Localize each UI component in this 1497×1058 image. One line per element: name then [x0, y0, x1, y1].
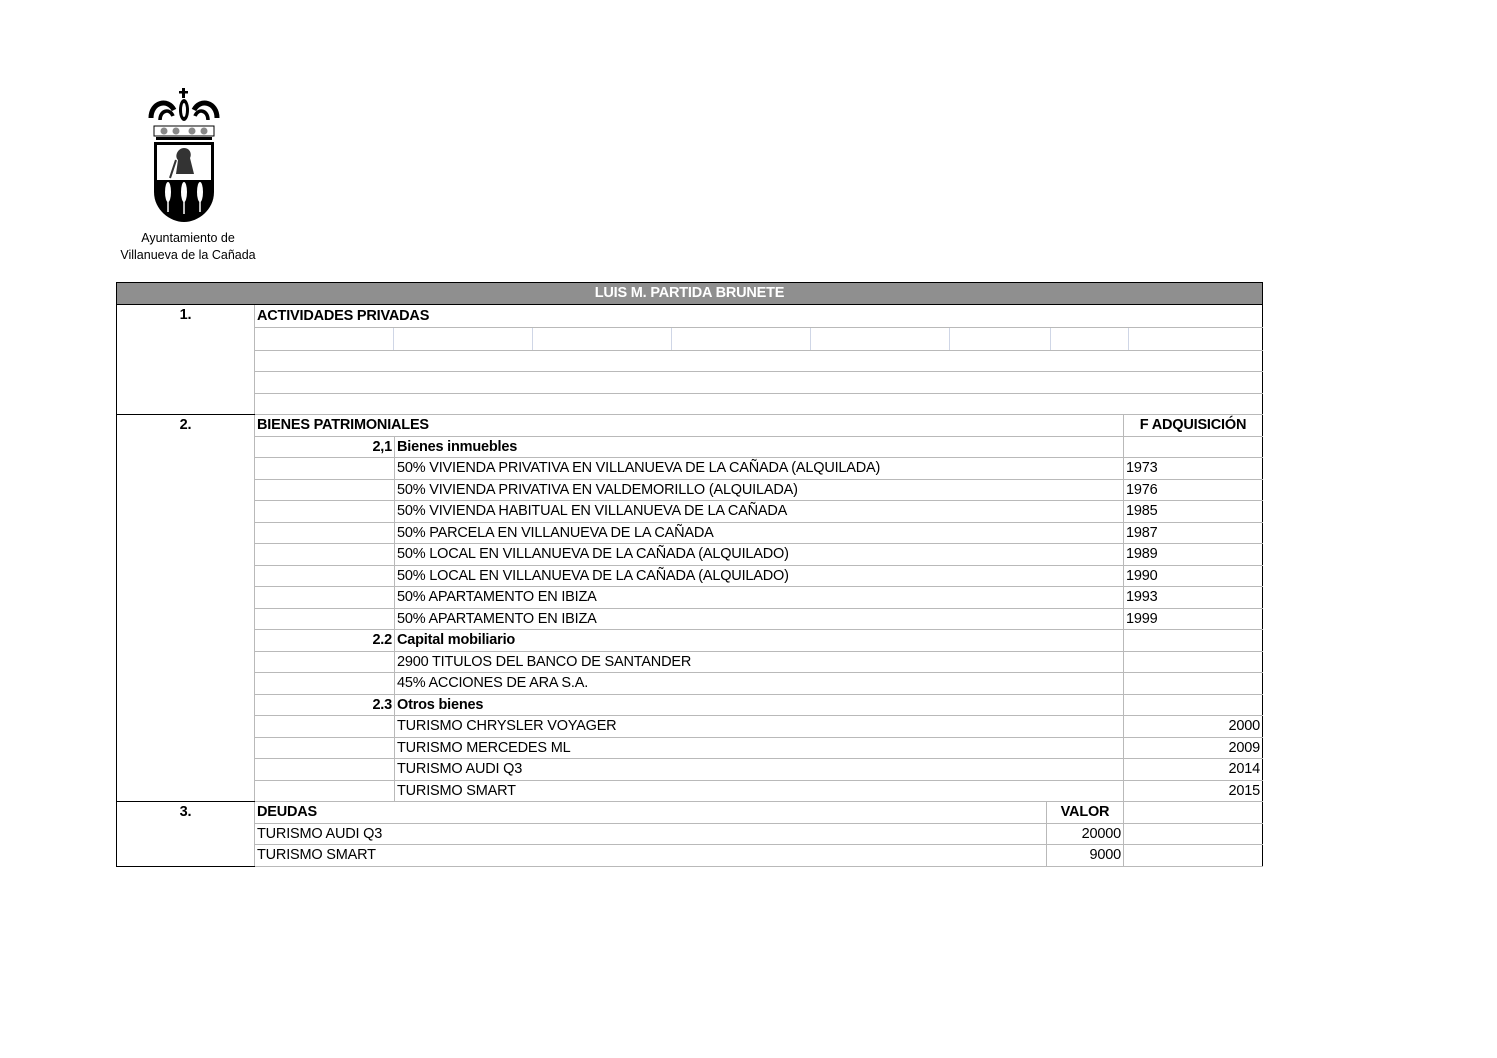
- debt-value: 20000: [1047, 823, 1124, 845]
- activities-blank-row: [117, 350, 1263, 372]
- asset-row: [117, 651, 1263, 673]
- asset-year: 1993: [1124, 587, 1263, 609]
- asset-year: 2015: [1124, 780, 1263, 802]
- table-title: LUIS M. PARTIDA BRUNETE: [117, 283, 1263, 305]
- asset-year: 1973: [1124, 458, 1263, 480]
- asset-label: 50% PARCELA EN VILLANUEVA DE LA CAÑADA: [395, 522, 1124, 544]
- section-3-heading: DEUDAS: [255, 802, 1047, 824]
- subsection-label: Bienes inmuebles: [395, 436, 1124, 458]
- asset-label: 45% ACCIONES DE ARA S.A.: [395, 673, 1124, 695]
- asset-row: [117, 544, 1263, 566]
- asset-row: [117, 501, 1263, 523]
- asset-label: TURISMO AUDI Q3: [395, 759, 1124, 781]
- organization-line-2: Villanueva de la Cañada: [120, 248, 256, 262]
- declaration-table: [116, 282, 1263, 867]
- asset-label: 50% LOCAL EN VILLANUEVA DE LA CAÑADA (ALQUILADO): [395, 544, 1124, 566]
- debt-row: [117, 823, 1263, 845]
- asset-year: 2014: [1124, 759, 1263, 781]
- asset-row: [117, 737, 1263, 759]
- section-3-number: 3.: [117, 802, 255, 867]
- asset-row: [117, 587, 1263, 609]
- debt-label: TURISMO AUDI Q3: [255, 823, 1047, 845]
- asset-label: 50% VIVIENDA HABITUAL EN VILLANUEVA DE LA CAÑADA: [395, 501, 1124, 523]
- subsection-row: [117, 694, 1263, 716]
- subsection-number: 2.2: [255, 630, 395, 652]
- asset-row: [117, 780, 1263, 802]
- asset-row: [117, 608, 1263, 630]
- asset-year: [1124, 673, 1263, 695]
- activities-blank-row: [117, 393, 1263, 415]
- coat-of-arms-logo: [146, 88, 222, 224]
- header-logo: [108, 88, 268, 268]
- acquisition-date-header: F ADQUISICIÓN: [1124, 415, 1263, 437]
- subsection-row: [117, 436, 1263, 458]
- asset-row: [117, 458, 1263, 480]
- section-1-heading: ACTIVIDADES PRIVADAS: [255, 304, 1263, 327]
- asset-year: 1989: [1124, 544, 1263, 566]
- debt-value: 9000: [1047, 845, 1124, 867]
- debt-label: TURISMO SMART: [255, 845, 1047, 867]
- asset-label: TURISMO MERCEDES ML: [395, 737, 1124, 759]
- asset-year: 1987: [1124, 522, 1263, 544]
- asset-label: 50% LOCAL EN VILLANUEVA DE LA CAÑADA (ALQUILADO): [395, 565, 1124, 587]
- section-2-heading: BIENES PATRIMONIALES: [255, 415, 1124, 437]
- debt-row: [117, 845, 1263, 867]
- asset-row: [117, 673, 1263, 695]
- asset-year: 1999: [1124, 608, 1263, 630]
- organization-line-1: Ayuntamiento de: [141, 231, 235, 245]
- section-1-heading-row: [117, 304, 1263, 327]
- asset-year: 1976: [1124, 479, 1263, 501]
- section-1-number: 1.: [117, 304, 255, 415]
- section-2-heading-row: [117, 415, 1263, 437]
- asset-year: 2009: [1124, 737, 1263, 759]
- subsection-label: Otros bienes: [395, 694, 1124, 716]
- table-title-row: [117, 283, 1263, 305]
- activities-blank-row: [117, 372, 1263, 394]
- activities-blank-cells: [255, 327, 1263, 350]
- value-header: VALOR: [1047, 802, 1124, 824]
- organization-name: [108, 230, 268, 264]
- asset-label: 50% APARTAMENTO EN IBIZA: [395, 608, 1124, 630]
- asset-year: 1985: [1124, 501, 1263, 523]
- asset-row: [117, 522, 1263, 544]
- asset-year: 1990: [1124, 565, 1263, 587]
- asset-year: [1124, 651, 1263, 673]
- subsection-number: 2,1: [255, 436, 395, 458]
- section-2-number: 2.: [117, 415, 255, 802]
- asset-label: 2900 TITULOS DEL BANCO DE SANTANDER: [395, 651, 1124, 673]
- asset-label: 50% APARTAMENTO EN IBIZA: [395, 587, 1124, 609]
- asset-row: [117, 479, 1263, 501]
- asset-label: TURISMO CHRYSLER VOYAGER: [395, 716, 1124, 738]
- section-3-heading-row: [117, 802, 1263, 824]
- activities-blank-row: [117, 327, 1263, 350]
- asset-label: 50% VIVIENDA PRIVATIVA EN VILLANUEVA DE LA CAÑADA (ALQUILADA): [395, 458, 1124, 480]
- asset-row: [117, 759, 1263, 781]
- subsection-label: Capital mobiliario: [395, 630, 1124, 652]
- asset-year: 2000: [1124, 716, 1263, 738]
- subsection-number: 2.3: [255, 694, 395, 716]
- asset-row: [117, 565, 1263, 587]
- asset-label: 50% VIVIENDA PRIVATIVA EN VALDEMORILLO (ALQUILADA): [395, 479, 1124, 501]
- asset-label: TURISMO SMART: [395, 780, 1124, 802]
- subsection-row: [117, 630, 1263, 652]
- asset-row: [117, 716, 1263, 738]
